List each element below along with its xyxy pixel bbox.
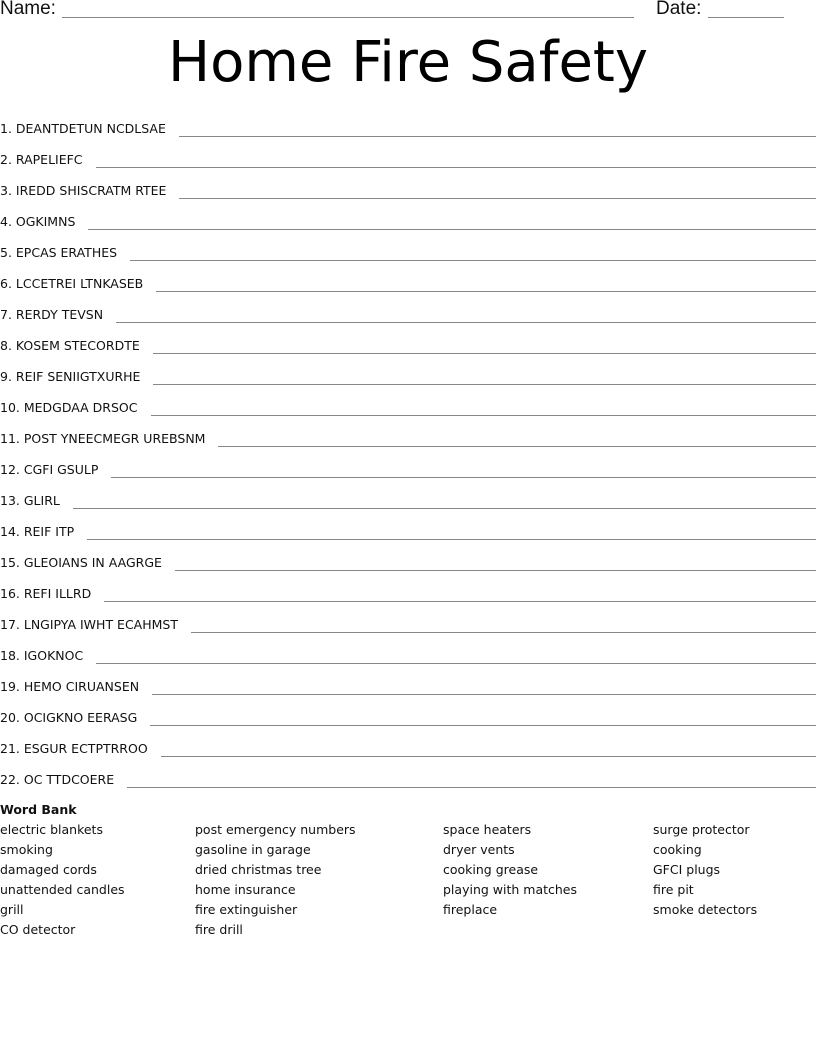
- word-bank-item: surge protector: [653, 822, 750, 837]
- question-row: [0, 540, 816, 571]
- question-row: [0, 571, 816, 602]
- word-bank-item: dried christmas tree: [195, 862, 322, 877]
- word-bank-item: unattended candles: [0, 882, 125, 897]
- question-text: 11. POST YNEECMEGR UREBSNM: [0, 431, 206, 446]
- question-row: [0, 478, 816, 509]
- word-bank-item: smoking: [0, 842, 53, 857]
- question-row: [0, 664, 816, 695]
- answer-line[interactable]: [111, 477, 816, 478]
- answer-line[interactable]: [179, 198, 816, 199]
- word-bank-item: CO detector: [0, 922, 76, 937]
- page-title: Home Fire Safety: [167, 30, 649, 95]
- date-blank-line[interactable]: [708, 17, 784, 18]
- word-bank-item: cooking grease: [443, 862, 539, 877]
- word-bank-item: fireplace: [443, 902, 498, 917]
- word-bank-item: cooking: [653, 842, 702, 857]
- question-row: [0, 323, 816, 354]
- answer-line[interactable]: [150, 725, 816, 726]
- date-label: Date:: [656, 0, 702, 19]
- answer-line[interactable]: [130, 260, 816, 261]
- word-bank-title: Word Bank: [0, 802, 77, 817]
- question-text: 10. MEDGDAA DRSOC: [0, 400, 138, 415]
- question-text: 22. OC TTDCOERE: [0, 772, 115, 787]
- question-text: 1. DEANTDETUN NCDLSAE: [0, 121, 166, 136]
- word-bank-item: fire extinguisher: [195, 902, 298, 917]
- word-bank-column: [443, 821, 577, 921]
- answer-line[interactable]: [151, 415, 816, 416]
- question-list: [0, 106, 816, 788]
- word-bank-item: fire drill: [195, 922, 243, 937]
- question-row: [0, 695, 816, 726]
- answer-line[interactable]: [87, 539, 816, 540]
- question-row: [0, 292, 816, 323]
- question-text: 4. OGKIMNS: [0, 214, 76, 229]
- answer-line[interactable]: [153, 384, 816, 385]
- question-row: [0, 168, 816, 199]
- name-blank-line[interactable]: [62, 17, 634, 18]
- question-text: 21. ESGUR ECTPTRROO: [0, 741, 148, 756]
- word-bank-item: post emergency numbers: [195, 822, 356, 837]
- answer-line[interactable]: [191, 632, 816, 633]
- word-bank-item: playing with matches: [443, 882, 577, 897]
- answer-line[interactable]: [179, 136, 816, 137]
- word-bank-item: fire pit: [653, 882, 694, 897]
- answer-line[interactable]: [88, 229, 816, 230]
- answer-line[interactable]: [73, 508, 816, 509]
- answer-line[interactable]: [127, 787, 816, 788]
- question-row: [0, 726, 816, 757]
- question-text: 13. GLIRL: [0, 493, 60, 508]
- word-bank-item: home insurance: [195, 882, 296, 897]
- question-row: [0, 385, 816, 416]
- question-text: 17. LNGIPYA IWHT ECAHMST: [0, 617, 178, 632]
- question-text: 8. KOSEM STECORDTE: [0, 338, 140, 353]
- question-text: 12. CGFI GSULP: [0, 462, 99, 477]
- word-bank-column: [0, 821, 125, 941]
- question-text: 9. REIF SENIIGTXURHE: [0, 369, 141, 384]
- question-row: [0, 137, 816, 168]
- header-row: [0, 0, 816, 22]
- question-row: [0, 106, 816, 137]
- question-text: 18. IGOKNOC: [0, 648, 84, 663]
- word-bank: [0, 801, 816, 937]
- question-text: 6. LCCETREI LTNKASEB: [0, 276, 144, 291]
- question-row: [0, 261, 816, 292]
- word-bank-item: electric blankets: [0, 822, 103, 837]
- question-text: 19. HEMO CIRUANSEN: [0, 679, 140, 694]
- word-bank-item: dryer vents: [443, 842, 515, 857]
- question-row: [0, 230, 816, 261]
- question-text: 20. OCIGKNO EERASG: [0, 710, 138, 725]
- answer-line[interactable]: [218, 446, 816, 447]
- word-bank-item: space heaters: [443, 822, 532, 837]
- question-row: [0, 633, 816, 664]
- question-text: 5. EPCAS ERATHES: [0, 245, 118, 260]
- answer-line[interactable]: [96, 663, 816, 664]
- word-bank-item: gasoline in garage: [195, 842, 311, 857]
- word-bank-item: GFCI plugs: [653, 862, 721, 877]
- question-text: 15. GLEOIANS IN AAGRGE: [0, 555, 162, 570]
- question-row: [0, 199, 816, 230]
- answer-line[interactable]: [161, 756, 816, 757]
- question-row: [0, 447, 816, 478]
- question-text: 3. IREDD SHISCRATM RTEE: [0, 183, 167, 198]
- word-bank-item: smoke detectors: [653, 902, 758, 917]
- question-row: [0, 416, 816, 447]
- word-bank-column: [195, 821, 356, 941]
- question-text: 16. REFI ILLRD: [0, 586, 92, 601]
- answer-line[interactable]: [116, 322, 816, 323]
- answer-line[interactable]: [96, 167, 816, 168]
- question-row: [0, 354, 816, 385]
- question-text: 2. RAPELIEFC: [0, 152, 83, 167]
- word-bank-item: grill: [0, 902, 24, 917]
- question-row: [0, 757, 816, 788]
- answer-line[interactable]: [156, 291, 816, 292]
- answer-line[interactable]: [152, 694, 816, 695]
- word-bank-item: damaged cords: [0, 862, 97, 877]
- answer-line[interactable]: [175, 570, 816, 571]
- answer-line[interactable]: [153, 353, 816, 354]
- name-label: Name:: [0, 0, 56, 19]
- question-row: [0, 509, 816, 540]
- word-bank-column: [653, 821, 757, 921]
- question-text: 14. REIF ITP: [0, 524, 75, 539]
- question-text: 7. RERDY TEVSN: [0, 307, 104, 322]
- question-row: [0, 602, 816, 633]
- answer-line[interactable]: [104, 601, 816, 602]
